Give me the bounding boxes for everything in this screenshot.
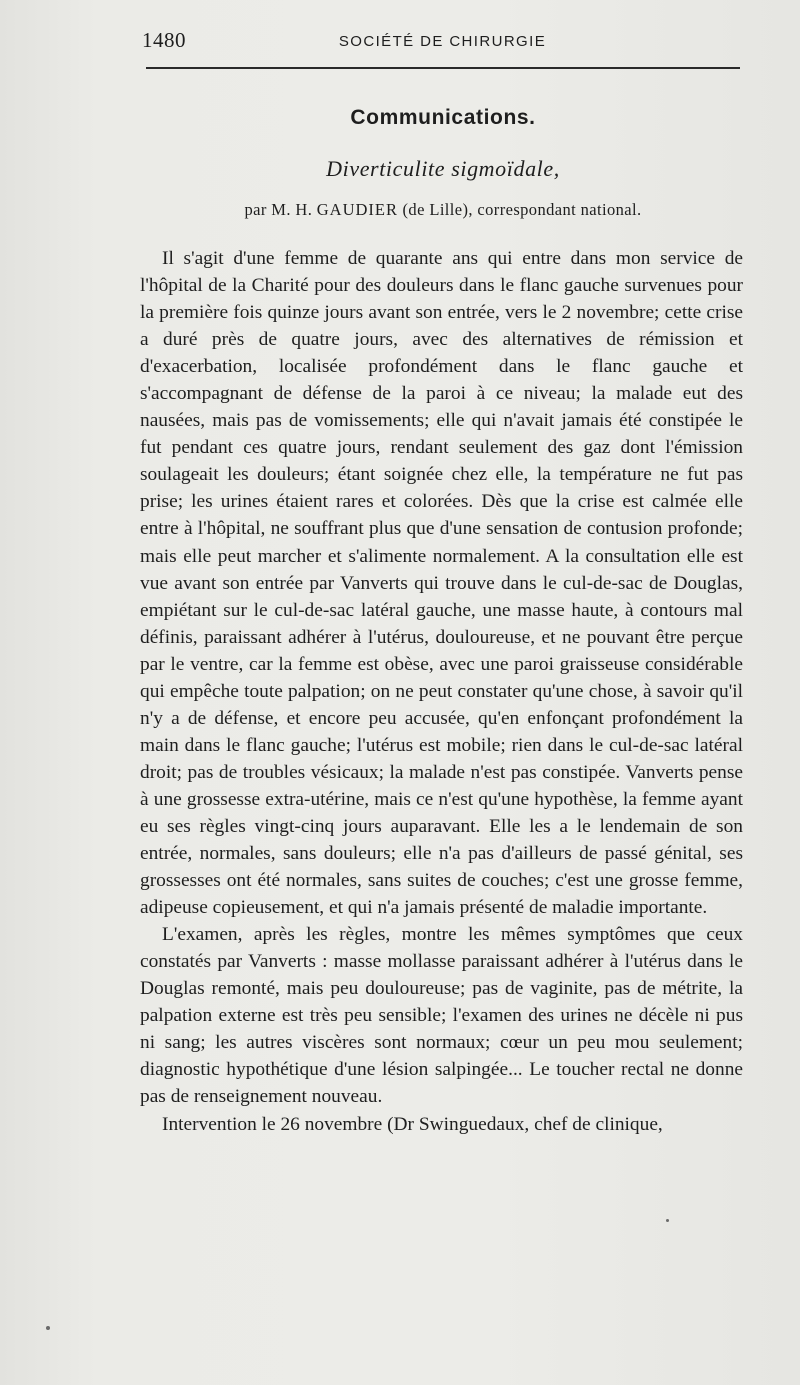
article-title: Diverticulite sigmoïdale, <box>326 156 560 181</box>
running-head: SOCIÉTÉ DE CHIRURGIE <box>338 33 547 50</box>
author-name: GAUDIER <box>316 200 399 219</box>
page-number: 1480 <box>142 28 186 52</box>
header-rule <box>146 67 740 69</box>
article-byline <box>146 200 740 220</box>
paragraph: L'examen, après les règles, montre les mêmes symptômes que ceux constatés par Vanverts : masse mollasse paraissant adhérer à l'utérus dans le Douglas remonté, mais peu douloureuse; pas de vaginite, pas de métrite, la palpation externe est très peu sensible; l'examen des urines ne décèle ni pus ni sang; les autres viscères sont normaux; cœur un peu mou seulement; diagnostic hypothétique d'une lésion salpingée... Le toucher rectal ne donne pas de renseignement nouveau. <box>140 924 743 1108</box>
byline-suffix: (de Lille), correspondant national. <box>398 200 642 219</box>
byline-prefix: par M. H. <box>244 200 317 219</box>
paper-speck <box>666 1219 669 1222</box>
paragraph: Intervention le 26 novembre (Dr Swinguedaux, chef de clinique, <box>162 1113 663 1135</box>
paragraph: Il s'agit d'une femme de quarante ans qui entre dans mon service de l'hôpital de la Charité pour des douleurs dans le flanc gauche survenues pour la première fois quinze jours avant son entrée, vers le 2 novembre; cette crise a duré près de quatre jours, avec des alternatives de rémission et d'exacerbation, localisée profondément dans le flanc gauche et s'accompagnant de défense de la paroi à ce niveau; la malade eut des nausées, mais pas de vomissements; elle qui n'avait jamais été constipée le fut pendant ces quatre jours, rendant seulement des gaz dont l'émission soulageait les douleurs; étant soignée chez elle, la température ne fut pas prise; les urines étaient rares et colorées. Dès que la crise est calmée elle entre à l'hôpital, ne souffrant plus que d'une sensation de contusion profonde; mais elle peut marcher et s'alimente normalement. A la consultation elle est vue avant son entrée par Vanverts qui trouve dans le cul-de-sac de Douglas, empiétant sur le cul-de-sac latéral gauche, une masse haute, à contours mal définis, paraissant adhérer à l'utérus, douloureuse, et ne pouvant être perçue par le ventre, car la femme est obèse, avec une paroi graisseuse considérable qui empêche toute palpation; on ne peut constater qu'une chose, à savoir qu'il n'y a de défense, et encore peu accusée, qu'en enfonçant profondément la main dans le flanc gauche; l'utérus est mobile; rien dans le cul-de-sac latéral droit; pas de troubles vésicaux; la malade n'est pas constipée. Vanverts pense à une grossesse extra-utérine, mais ce n'est qu'une hypothèse, la femme ayant eu ses règles vingt-cinq jours auparavant. Elle les a le lendemain de son entrée, normales, sans douleurs; elle n'a pas d'ailleurs de passé génital, ses grossesses ont été normales, sans suites de couches; c'est une grosse femme, adipeuse copieusement, et qui n'a jamais présenté de maladie importante. <box>140 248 743 919</box>
article-body <box>140 245 743 1138</box>
section-title: Communications. <box>350 106 536 129</box>
paper-speck <box>46 1326 50 1330</box>
